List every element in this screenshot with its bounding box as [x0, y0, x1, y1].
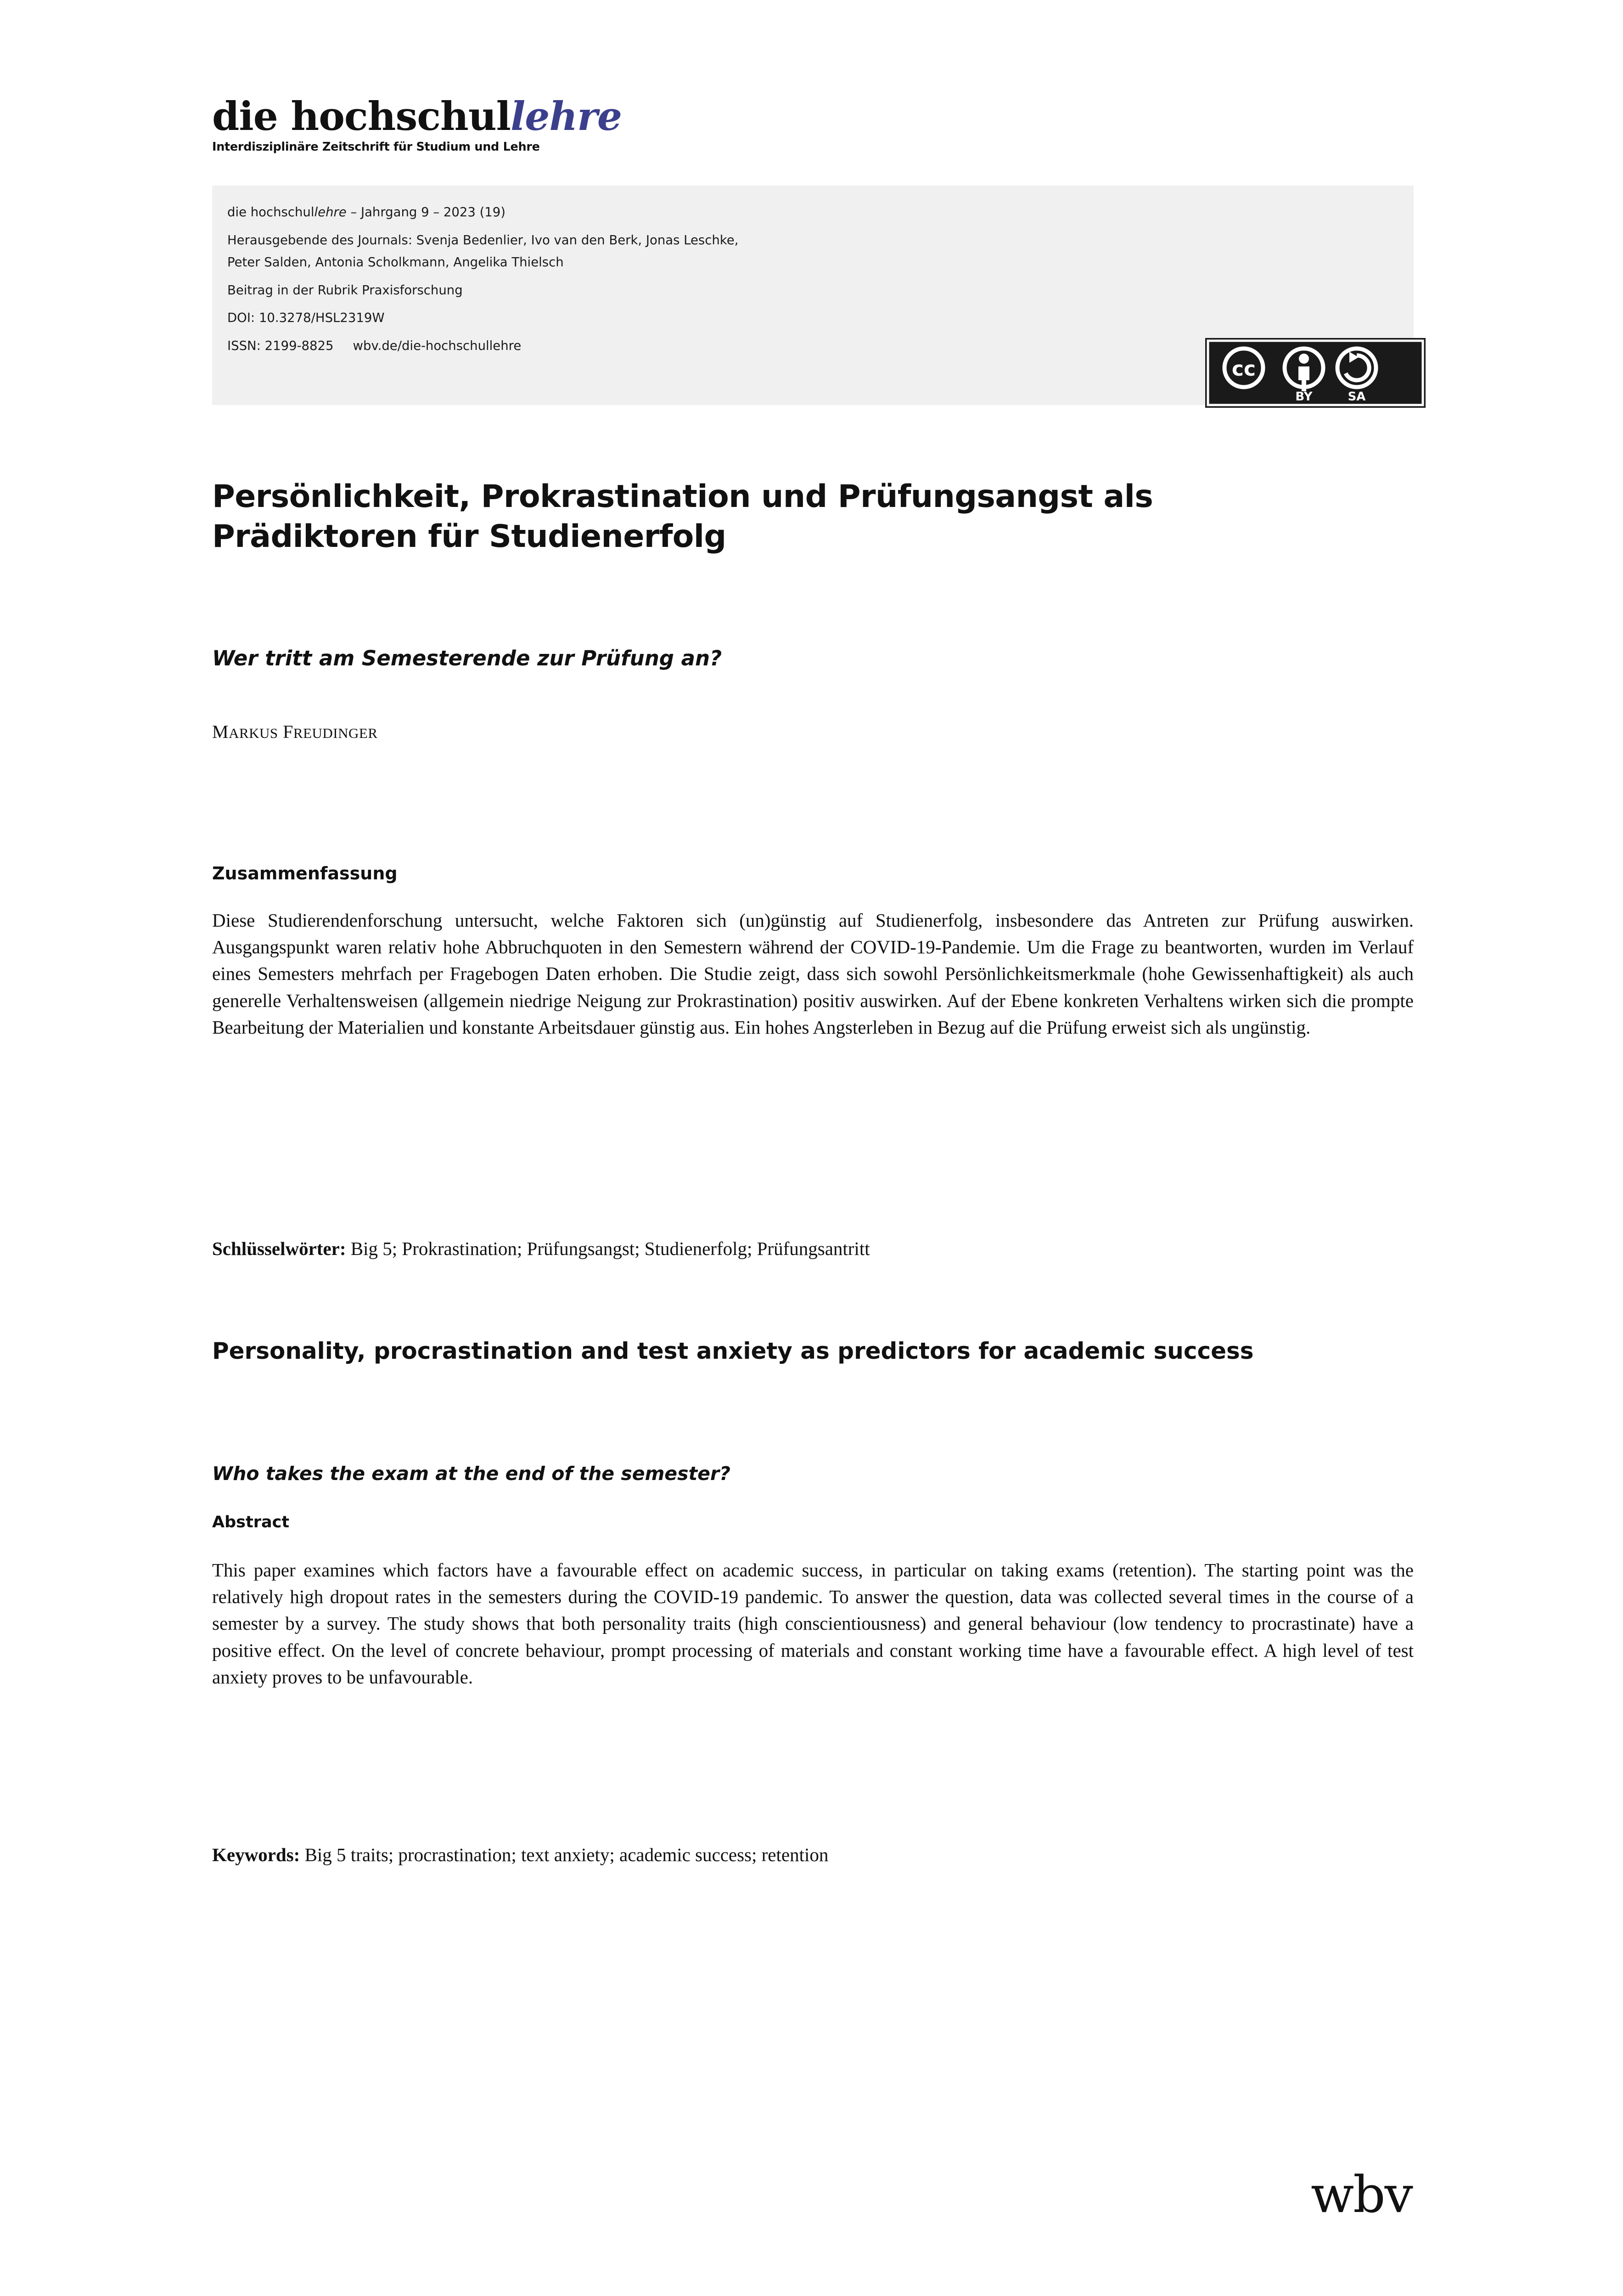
issn-line	[227, 336, 1100, 356]
doi-line[interactable]: DOI: 10.3278/HSL2319W	[227, 310, 385, 326]
publisher-logo: wbv	[1311, 2165, 1412, 2224]
svg-text:cc: cc	[1231, 357, 1256, 381]
abstract-heading-en: Abstract	[212, 1513, 290, 1531]
author-last-rest: REUDINGER	[293, 725, 378, 741]
issue-journal-name-accent: lehre	[314, 205, 347, 219]
abstract-heading-de: Zusammenfassung	[212, 863, 398, 884]
issue-journal-name: die hochschul	[227, 205, 314, 219]
creative-commons-licence-icon[interactable]	[1205, 338, 1426, 408]
svg-text:SA: SA	[1348, 390, 1366, 404]
article-subtitle-en: Who takes the exam at the end of the semester?	[212, 1463, 730, 1485]
issn-value: ISSN: 2199-8825	[227, 338, 334, 353]
editors-line-2: Peter Salden, Antonia Scholkmann, Angelika Thielsch	[227, 255, 564, 270]
issue-number: – Jahrgang 9 – 2023 (19)	[346, 205, 506, 219]
editors-line-1: Herausgebende des Journals: Svenja Bedenlier, Ivo van den Berk, Jonas Leschke,	[227, 232, 739, 248]
journal-title-main: die hochschul	[212, 94, 511, 140]
author-first-rest: ARKUS	[229, 725, 278, 741]
rubric-line: Beitrag in der Rubrik Praxisforschung	[227, 282, 463, 298]
svg-text:BY: BY	[1295, 390, 1313, 404]
journal-title	[212, 94, 763, 140]
author-first-initial: M	[212, 721, 229, 742]
article-author	[212, 721, 1351, 743]
abstract-text-de: Diese Studierendenforschung untersucht, welche Faktoren sich (un)günstig auf Studienerfolg, insbesondere das Antreten zur Prüfung auswirken. Ausgangspunkt waren relativ hohe Abbruchquoten in den Semestern während der COVID-19-Pandemie. Um die Frage zu beantworten, wurden im Verlauf eines Semesters mehrfach per Fragebogen Daten erhoben. Die Studie zeigt, dass sich sowohl Persönlichkeitsmerkmale (hohe Gewissenhaftigkeit) als auch generelle Verhaltensweisen (allgemein niedrige Neigung zur Prokrastination) positiv auswirken. Auf der Ebene konkreten Verhaltens wirken sich die prompte Bearbeitung der Materialien und konstante Arbeitsdauer günstig aus. Ein hohes Angsterleben in Bezug auf die Prüfung erweist sich als ungünstig.	[212, 910, 1414, 1038]
journal-website-link[interactable]: wbv.de/die-hochschullehre	[353, 338, 522, 353]
keywords-label-de: Schlüsselwörter:	[212, 1238, 346, 1259]
article-title: Persönlichkeit, Prokrastination und Prüfungsangst als Prädiktoren für Studienerfolg	[212, 478, 1153, 555]
author-last-initial: F	[283, 721, 293, 742]
issue-line	[227, 202, 1100, 223]
abstract-text-en: This paper examines which factors have a favourable effect on academic success, in particular on taking exams (retention). The starting point was the relatively high dropout rates in the semesters during the COVID-19 pandemic. To answer the question, data was collected several times in the course of a semester by a survey. The study shows that both personality traits (high conscientiousness) and general behaviour (low tendency to procrastinate) have a positive effect. On the level of concrete behaviour, prompt processing of materials and constant working time have a favourable effect. A high level of test anxiety proves to be unfavourable.	[212, 1559, 1414, 1688]
keywords-values-de: Big 5; Prokrastination; Prüfungsangst; Studienerfolg; Prüfungsantritt	[346, 1238, 870, 1259]
journal-subtitle: Interdisziplinäre Zeitschrift für Studium und Lehre	[212, 140, 540, 154]
journal-title-accent: lehre	[510, 94, 622, 140]
keywords-en	[212, 1841, 1414, 1868]
journal-masthead	[212, 94, 763, 154]
keywords-values-en: Big 5 traits; procrastination; text anxiety; academic success; retention	[300, 1844, 829, 1865]
keywords-label-en: Keywords:	[212, 1844, 300, 1865]
keywords-de	[212, 1235, 1414, 1262]
issue-info-text	[227, 202, 1100, 363]
article-title-en: Personality, procrastination and test anxiety as predictors for academic success	[212, 1338, 1254, 1364]
article-subtitle: Wer tritt am Semesterende zur Prüfung an?	[212, 646, 722, 670]
